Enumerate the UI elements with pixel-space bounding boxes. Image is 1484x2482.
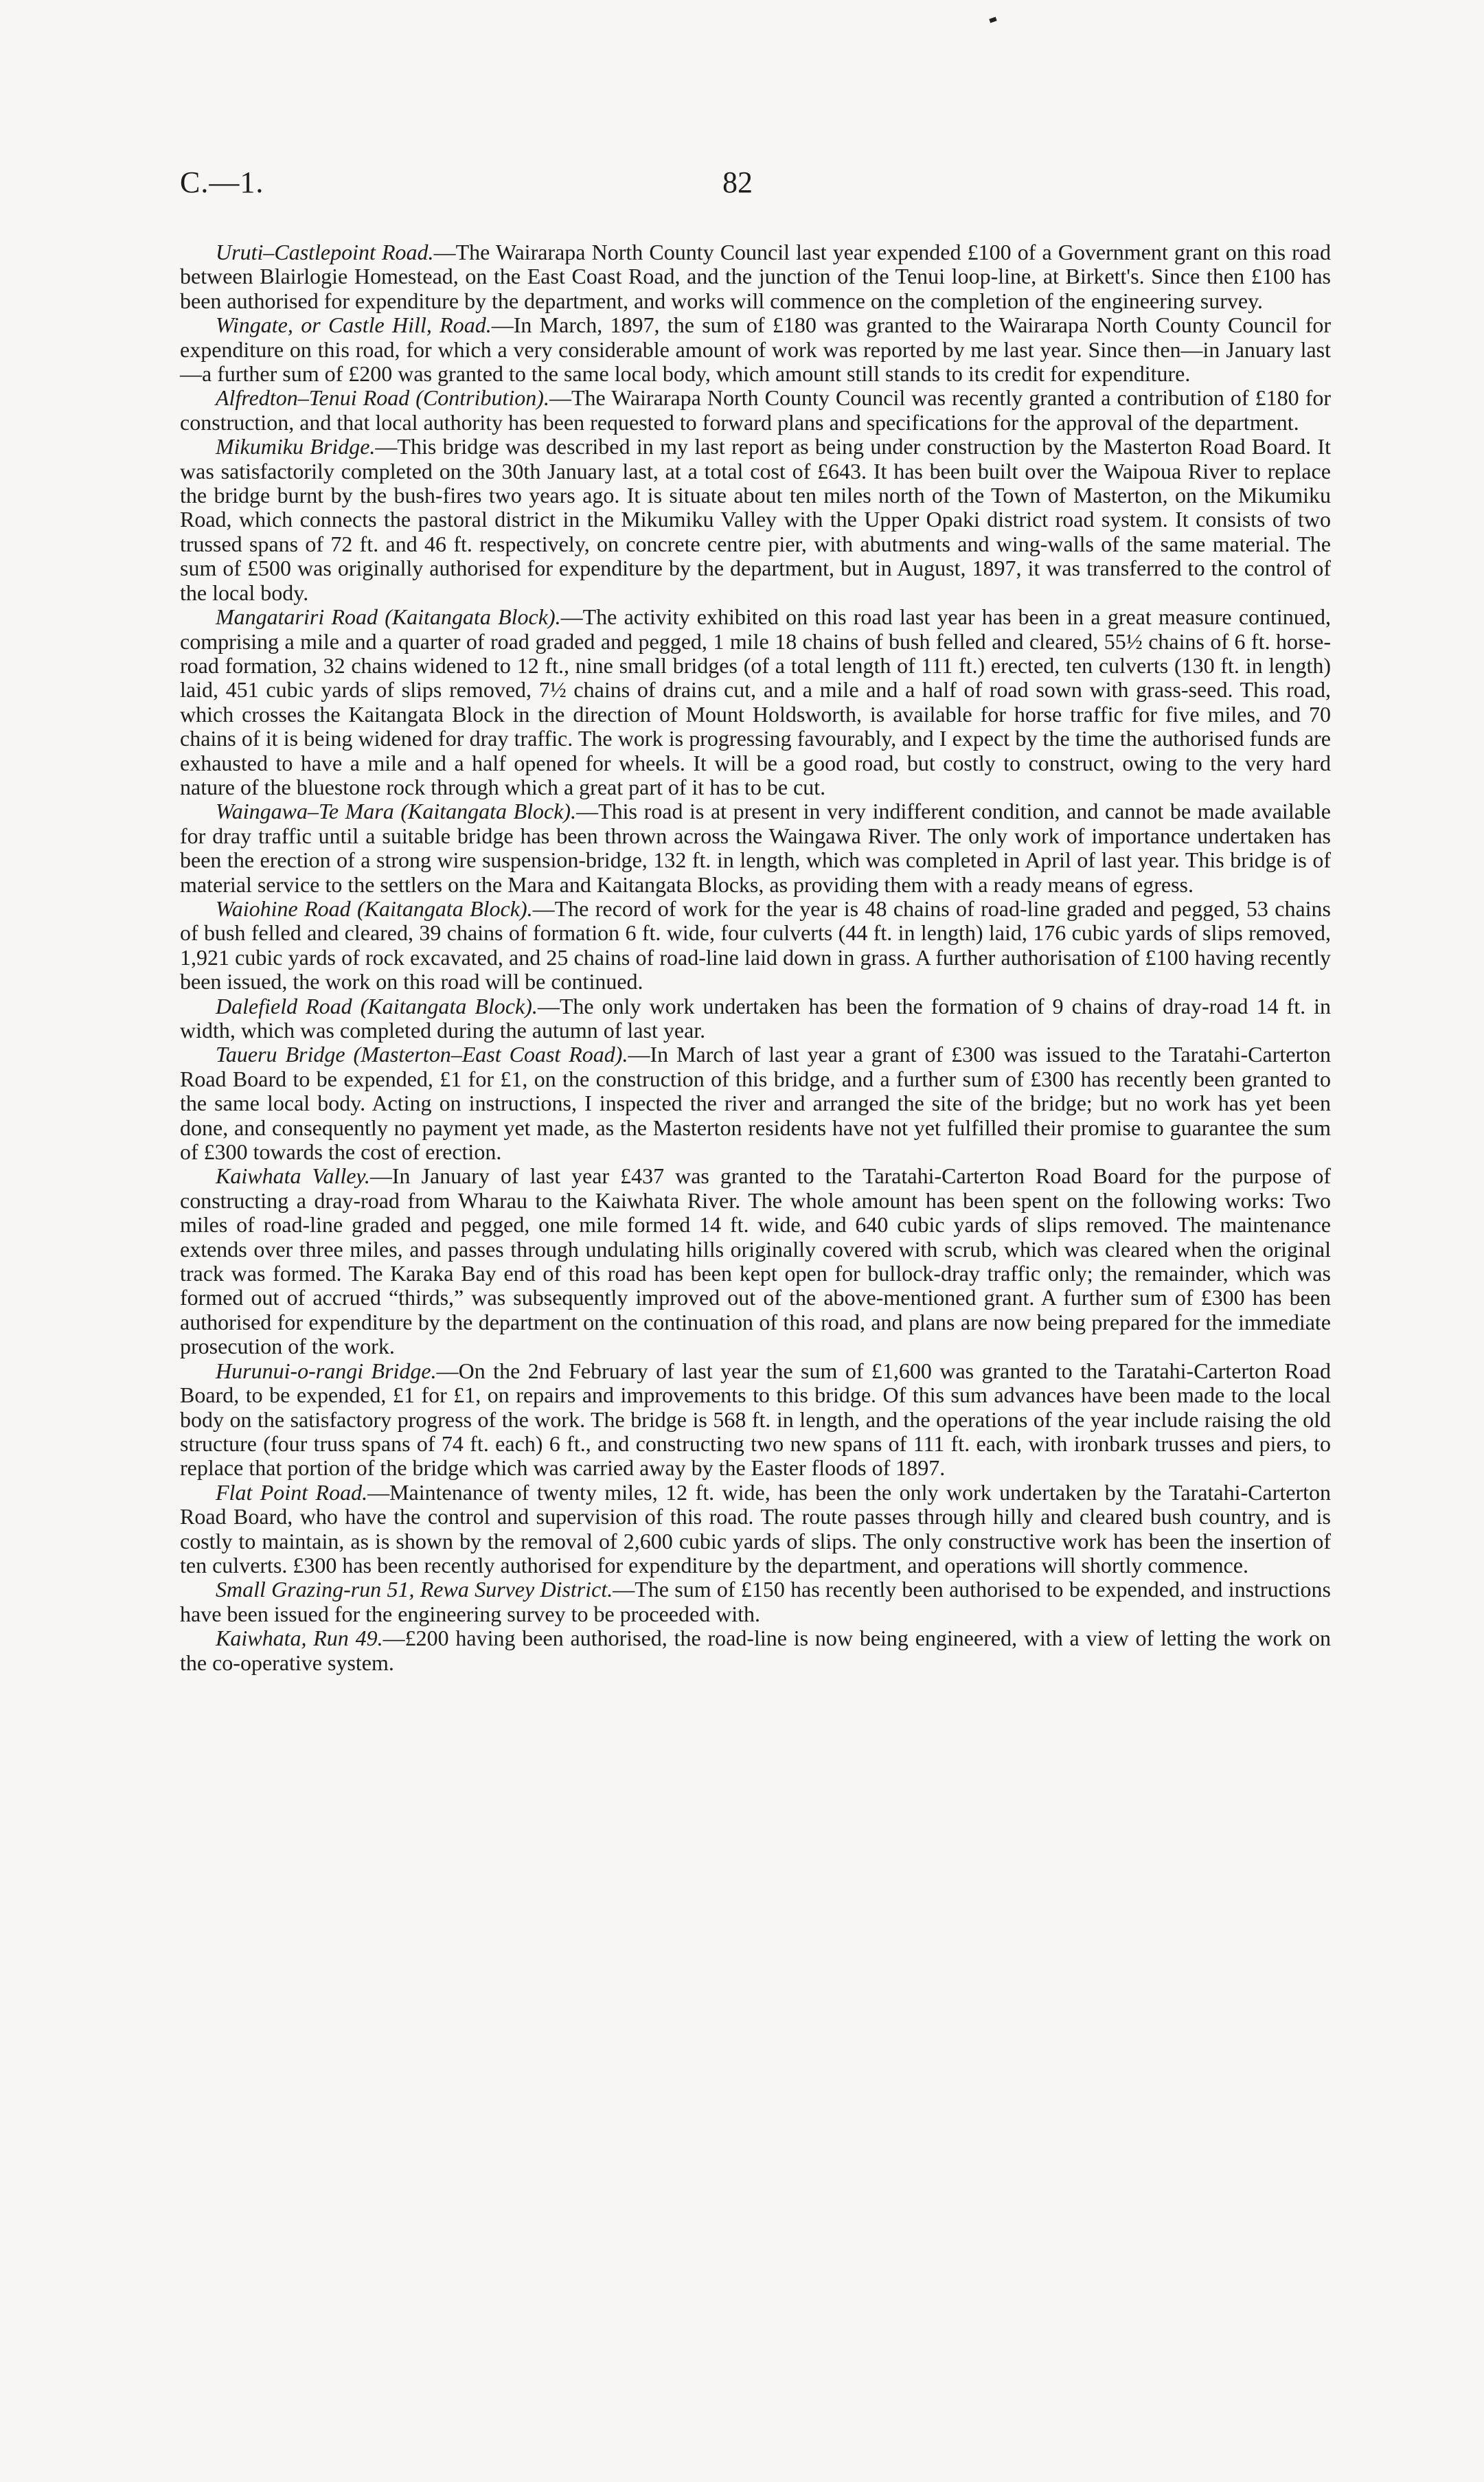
paragraph-heading: Dalefield Road (Kaitangata Block). <box>216 993 538 1018</box>
paragraph-text: —In March of last year a grant of £300 was issued to the Taratahi-Carterton Road Board to be expended, £1 for £1, on the construction of this bridge, and a further sum of £300 has recently been granted to the same local body. Acting on instructions, I inspected the river and arranged the site of the bridge; but no work has yet been done, and consequently no payment yet made, as the Masterton residents have not yet fulfilled their promise to guarantee the sum of £300 towards the cost of erection. <box>180 1042 1332 1165</box>
paragraph-heading: Waingawa–Te Mara (Kaitangata Block). <box>216 799 577 824</box>
paragraph-heading: Uruti–Castlepoint Road. <box>216 240 434 264</box>
print-speck <box>989 16 996 23</box>
paragraph-alfredton-tenui <box>180 386 1331 435</box>
paragraph-flat-point-road <box>180 1481 1331 1578</box>
paragraph-heading: Small Grazing-run 51, Rewa Survey District. <box>216 1577 613 1602</box>
paragraph-heading: Alfredton–Tenui Road (Contribution). <box>216 385 549 411</box>
paragraph-text: —In March, 1897, the sum of £180 was granted to the Wairarapa North County Council for expenditure on this road, for which a very considerable amount of work was reported by me last year. Since then—in January last—a further sum of £200 was granted to the same local body, which amount still stands to its credit for expenditure. <box>180 312 1332 387</box>
paragraph-uruti-castlepoint <box>180 240 1331 313</box>
paragraph-text: —The activity exhibited on this road last year has been in a great measure continued, comprising a mile and a quarter of road graded and pegged, 1 mile 18 chains of bush felled and cleared, 55½ chains of 6 ft. horse-road formation, 32 chains widened to 12 ft., nine small bridges (of a total length of 111 ft.) erected, ten culverts (130 ft. in length) laid, 451 cubic yards of slips removed, 7½ chains of drains cut, and a mile and a half of road sown with grass-seed. This road, which crosses the Kaitangata Block in the direction of Mount Holdsworth, is available for horse traffic for five miles, and 70 chains of it is being widened for dray traffic. The work is progressing favourably, and I expect by the time the authorised funds are exhausted to have a mile and a half opened for wheels. It will be a good road, but costly to construct, owing to the very hard nature of the bluestone rock through which a great part of it has to be cut. <box>180 604 1332 799</box>
paragraph-dalefield-road <box>180 994 1331 1043</box>
paragraph-small-grazing-run <box>180 1578 1331 1626</box>
page-number: 82 <box>722 166 753 199</box>
paragraph-text: —In January of last year £437 was granted to the Taratahi-Carterton Road Board for the purpose of constructing a dray-road from Wharau to the Kaiwhata River. The whole amount has been spent on the following works: Two miles of road-line graded and pegged, one mile formed 14 ft. wide, and 640 cubic yards of slips removed. The maintenance extends over three miles, and passes through undulating hills originally covered with scrub, which was cleared when the original track was formed. The Karaka Bay end of this road has been kept open for bullock-dray traffic only; the remainder, which was formed out of accrued “thirds,” was subsequently improved out of the above-mentioned grant. A further sum of £300 has been authorised for expenditure by the department on the continuation of this road, and plans are now being prepared for the immediate prosecution of the work. <box>180 1163 1332 1359</box>
paragraph-wingate <box>180 313 1331 386</box>
paragraph-heading: Flat Point Road. <box>216 1479 368 1505</box>
paragraph-kaiwhata-run-49 <box>180 1626 1331 1675</box>
paragraph-waiohine-road <box>180 897 1331 994</box>
paragraph-heading: Taueru Bridge (Masterton–East Coast Road). <box>216 1042 628 1067</box>
paragraph-text: —This bridge was described in my last report as being under construction by the Masterton Road Board. It was satisfactorily completed on the 30th January last, at a total cost of £643. It has been built over the Waipoua River to replace the bridge burnt by the bush-fires two years ago. It is situate about ten miles north of the Town of Masterton, on the Mikumiku Road, which connects the pastoral district in the Mikumiku Valley with the Upper Opaki district road system. It consists of two trussed spans of 72 ft. and 46 ft. respectively, on concrete centre pier, with abutments and wing-walls of the same material. The sum of £500 was originally authorised for expenditure by the department, but in August, 1897, it was transferred to the control of the local body. <box>180 434 1332 605</box>
paragraph-text: —The sum of £150 has recently been authorised to be expended, and instructions have been issued for the engineering survey to be proceeded with. <box>180 1577 1332 1626</box>
paragraph-text: —The only work undertaken has been the formation of 9 chains of dray-road 14 ft. in width, which was completed during the autumn of last year. <box>180 993 1332 1043</box>
paragraph-heading: Waiohine Road (Kaitangata Block). <box>216 896 533 921</box>
paragraph-mangatariri-road <box>180 605 1331 799</box>
paragraph-heading: Kaiwhata Valley. <box>216 1163 370 1189</box>
paragraph-text: —Maintenance of twenty miles, 12 ft. wide, has been the only work undertaken by the Taratahi-Carterton Road Board, who have the control and supervision of this road. The route passes through hilly and cleared bush country, and is costly to maintain, as is shown by the removal of 2,600 cubic yards of slips. The only constructive work has been the insertion of ten culverts. £300 has been recently authorised for expenditure by the department, and operations will shortly commence. <box>180 1479 1332 1578</box>
paragraph-heading: Mikumiku Bridge. <box>216 434 376 459</box>
paragraph-taueru-bridge <box>180 1043 1331 1164</box>
report-body <box>180 240 1331 1675</box>
paragraph-text: —The record of work for the year is 48 chains of road-line graded and pegged, 53 chains of bush felled and cleared, 39 chains of formation 6 ft. wide, four culverts (44 ft. in length) laid, 176 cubic yards of slips removed, 1,921 cubic yards of rock excavated, and 25 chains of road-line laid down in grass. A further authorisation of £100 having recently been issued, the work on this road will be continued. <box>180 896 1332 994</box>
paragraph-kaiwhata-valley <box>180 1164 1331 1358</box>
paragraph-text: —The Wairarapa North County Council was recently granted a contribution of £180 for construction, and that local authority has been requested to forward plans and specifications for the approval of the department. <box>180 385 1332 435</box>
document-reference: C.—1. <box>180 166 264 199</box>
paragraph-text: —This road is at present in very indifferent condition, and cannot be made available for dray traffic until a suitable bridge has been thrown across the Waingawa River. The only work of importance undertaken has been the erection of a strong wire suspension-bridge, 132 ft. in length, which was completed in April of last year. This bridge is of material service to the settlers on the Mara and Kaitangata Blocks, as providing them with a ready means of egress. <box>180 799 1332 897</box>
paragraph-heading: Kaiwhata, Run 49. <box>216 1626 383 1651</box>
paragraph-heading: Wingate, or Castle Hill, Road. <box>216 312 492 338</box>
paragraph-text: —On the 2nd February of last year the sum of £1,600 was granted to the Taratahi-Carterton Road Board, to be expended, £1 for £1, on repairs and improvements to this bridge. Of this sum advances have been made to the local body on the satisfactory progress of the work. The bridge is 568 ft. in length, and the operations of the year include raising the old structure (four truss spans of 74 ft. each) 6 ft., and constructing two new spans of 111 ft. each, with ironbark trusses and piers, to replace that portion of the bridge which was carried away by the Easter floods of 1897. <box>180 1358 1332 1481</box>
paragraph-mikumiku-bridge <box>180 435 1331 605</box>
paragraph-waingawa-te-mara <box>180 799 1331 897</box>
paragraph-text: —£200 having been authorised, the road-line is now being engineered, with a view of letting the work on the co-operative system. <box>180 1626 1332 1675</box>
paragraph-text: —The Wairarapa North County Council last year expended £100 of a Government grant on this road between Blairlogie Homestead, on the East Coast Road, and the junction of the Tenui loop-line, at Birkett's. Since then £100 has been authorised for expenditure by the department, and works will commence on the completion of the engineering survey. <box>180 240 1332 313</box>
paragraph-hurunui-o-rangi-bridge <box>180 1359 1331 1481</box>
paragraph-heading: Mangatariri Road (Kaitangata Block). <box>216 604 561 630</box>
paragraph-heading: Hurunui-o-rangi Bridge. <box>216 1358 437 1383</box>
